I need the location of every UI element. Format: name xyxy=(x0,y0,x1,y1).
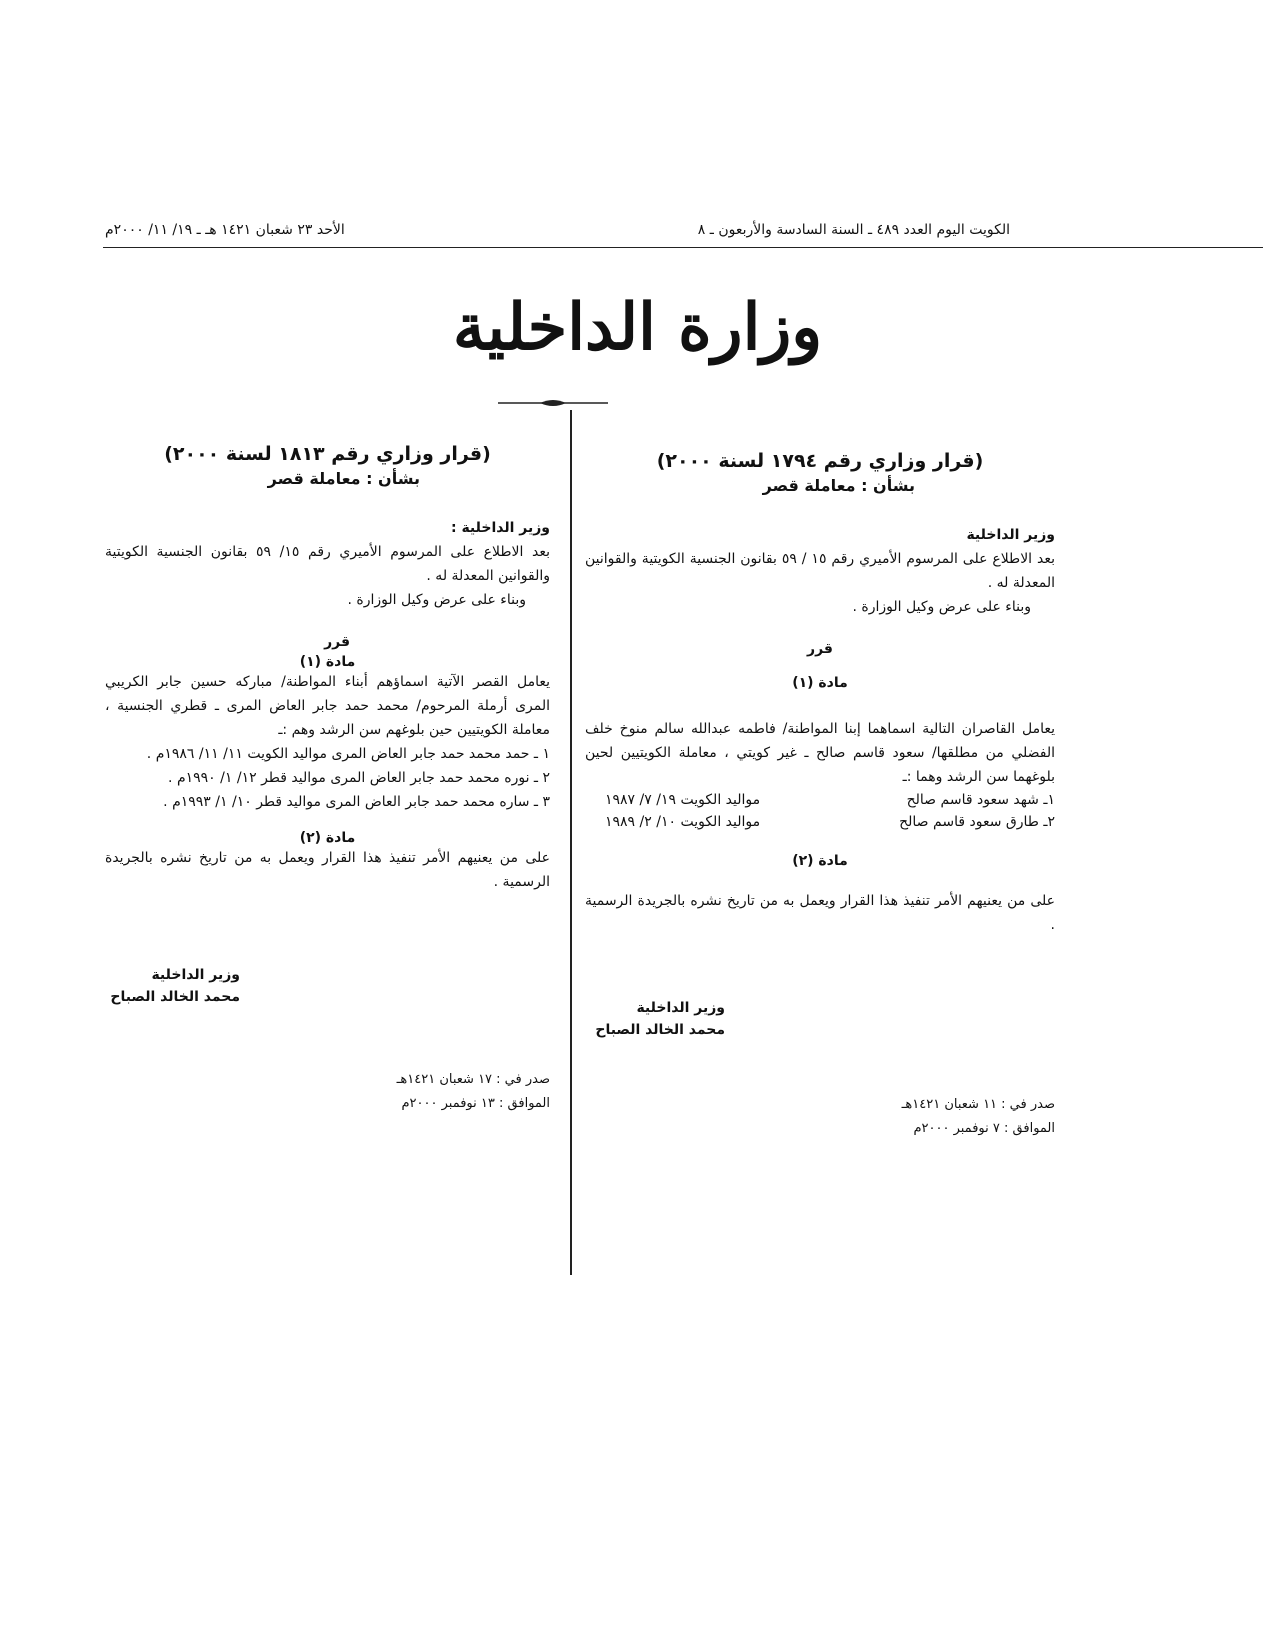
article-heading: مادة (٢) xyxy=(792,853,848,869)
list-item xyxy=(585,811,1055,833)
header-issue-info: الكويت اليوم العدد ٤٨٩ ـ السنة السادسة والأربعون ـ ٨ xyxy=(697,222,1010,238)
decree-subject: بشأن : معاملة قصر xyxy=(762,476,915,495)
decided-heading: قرر xyxy=(324,634,350,650)
minor-name: ١ـ شهد سعود قاسم صالح xyxy=(906,792,1055,808)
decree-subject: بشأن : معاملة قصر xyxy=(267,469,420,488)
preamble-text: وبناء على عرض وكيل الوزارة . xyxy=(852,599,1031,615)
preamble-text: بعد الاطلاع على المرسوم الأميري رقم ١٥ / ٥٩ بقانون الجنسية الكويتية والقوانين المعدلة له . xyxy=(585,551,1055,591)
signature-name: محمد الخالد الصباح xyxy=(595,1022,725,1038)
issue-date: صدر في : ١٧ شعبان ١٤٢١هـ xyxy=(396,1072,550,1087)
list-item xyxy=(585,789,1055,811)
ornament-divider xyxy=(498,398,608,408)
article-heading: مادة (١) xyxy=(792,675,848,691)
decree-title: (قرار وزاري رقم ١٨١٣ لسنة ٢٠٠٠) xyxy=(164,443,491,465)
preamble-text: بعد الاطلاع على المرسوم الأميري رقم ١٥/ ٥٩ بقانون الجنسية الكويتية والقوانين المعدلة له . xyxy=(105,544,550,584)
corresponding-date: الموافق : ٧ نوفمبر ٢٠٠٠م xyxy=(913,1121,1055,1136)
decree-1794 xyxy=(585,450,1055,1141)
signature-title: وزير الداخلية xyxy=(151,967,240,983)
article-text: يعامل القصر الآتية اسماؤهم أبناء المواطنة/ مباركه حسين جابر الكريبي المرى أرملة المرحوم/ محمد حمد جابر العاض المرى ـ قطري الجنسية ، معاملة الكويتيين حين بلوغهم سن الرشد وهم :ـ xyxy=(105,674,550,738)
header-divider xyxy=(103,247,1263,248)
corresponding-date: الموافق : ١٣ نوفمبر ٢٠٠٠م xyxy=(401,1096,550,1111)
minor-name: ٢ـ طارق سعود قاسم صالح xyxy=(899,814,1055,830)
article-text: يعامل القاصران التالية اسماهما إبنا المواطنة/ فاطمه عبدالله سالم منوخ خلف الفضلي من مطلقها/ سعود قاسم صالح ـ غير كويتي ، معاملة الكويتيين لحين بلوغهما سن الرشد وهما :ـ xyxy=(585,721,1055,785)
article-text: على من يعنيهم الأمر تنفيذ هذا القرار ويعمل به من تاريخ نشره بالجريدة الرسمية . xyxy=(585,893,1055,933)
header-date: الأحد ٢٣ شعبان ١٤٢١ هـ ـ ١٩/ ١١/ ٢٠٠٠م xyxy=(105,222,345,238)
minister-label: وزير الداخلية xyxy=(966,527,1055,543)
signature-title: وزير الداخلية xyxy=(636,1000,725,1016)
minor-birth: مواليد الكويت ١٠/ ٢/ ١٩٨٩ xyxy=(605,814,761,830)
article-heading: مادة (١) xyxy=(299,654,356,670)
column-divider xyxy=(570,410,572,1275)
ministry-masthead: وزارة الداخلية xyxy=(452,290,823,365)
list-item: ١ ـ حمد محمد حمد جابر العاض المرى مواليد الكويت ١١/ ١١/ ١٩٨٦م . xyxy=(146,746,550,762)
issue-date: صدر في : ١١ شعبان ١٤٢١هـ xyxy=(901,1097,1055,1112)
minor-birth: مواليد الكويت ١٩/ ٧/ ١٩٨٧ xyxy=(605,792,761,808)
decree-1813 xyxy=(105,443,550,1116)
list-item: ٣ ـ ساره محمد حمد جابر العاض المرى مواليد قطر ١٠/ ١/ ١٩٩٣م . xyxy=(163,794,550,810)
article-text: على من يعنيهم الأمر تنفيذ هذا القرار ويعمل به من تاريخ نشره بالجريدة الرسمية . xyxy=(105,850,550,890)
list-item: ٢ ـ نوره محمد حمد جابر العاض المرى مواليد قطر ١٢/ ١/ ١٩٩٠م . xyxy=(168,770,550,786)
article-heading: مادة (٢) xyxy=(299,830,356,846)
decided-heading: قرر xyxy=(807,641,833,657)
decree-title: (قرار وزاري رقم ١٧٩٤ لسنة ٢٠٠٠) xyxy=(656,450,984,472)
signature-name: محمد الخالد الصباح xyxy=(110,989,240,1005)
preamble-text: وبناء على عرض وكيل الوزارة . xyxy=(347,592,526,608)
minister-label: وزير الداخلية : xyxy=(450,520,550,536)
